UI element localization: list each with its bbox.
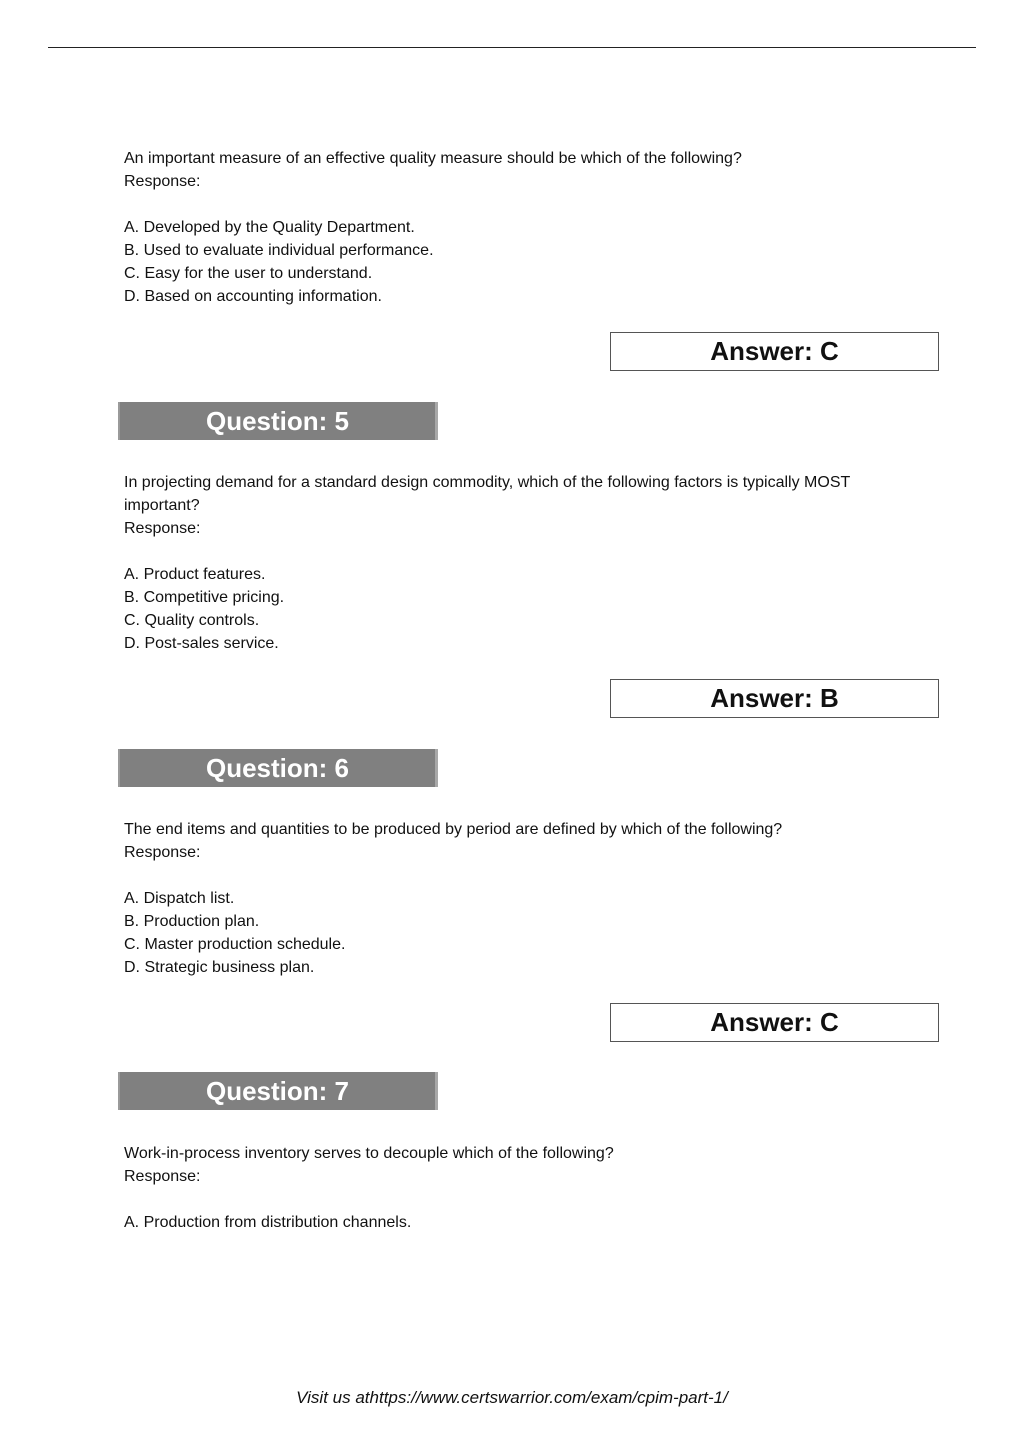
question-7-body xyxy=(124,1142,944,1234)
question-5-text-line2: important? xyxy=(124,497,200,514)
question-7-text: Work-in-process inventory serves to decouple which of the following? xyxy=(124,1145,614,1162)
question-4-option-d: D. Based on accounting information. xyxy=(124,288,382,305)
question-7-header: Question: 7 xyxy=(118,1072,438,1110)
question-4-text: An important measure of an effective quality measure should be which of the following? xyxy=(124,150,742,167)
question-4-response-label: Response: xyxy=(124,173,201,190)
question-5-option-a: A. Product features. xyxy=(124,566,266,583)
question-6-header: Question: 6 xyxy=(118,749,438,787)
question-5-header: Question: 5 xyxy=(118,402,438,440)
question-6-body xyxy=(124,818,944,979)
question-5-option-d: D. Post-sales service. xyxy=(124,635,279,652)
question-7-response-label: Response: xyxy=(124,1168,201,1185)
question-6-option-c: C. Master production schedule. xyxy=(124,936,346,953)
question-6-option-a: A. Dispatch list. xyxy=(124,890,235,907)
question-6-response-label: Response: xyxy=(124,844,201,861)
question-5-body xyxy=(124,471,944,655)
header-divider xyxy=(48,47,976,48)
question-5-option-b: B. Competitive pricing. xyxy=(124,589,285,606)
question-4-option-a: A. Developed by the Quality Department. xyxy=(124,219,415,236)
question-5-response-label: Response: xyxy=(124,520,201,537)
footer-visit-link[interactable]: Visit us athttps://www.certswarrior.com/exam/cpim-part-1/ xyxy=(296,1388,728,1407)
question-6-answer: Answer: C xyxy=(610,1003,939,1042)
question-5-answer: Answer: B xyxy=(610,679,939,718)
question-4-body xyxy=(124,147,944,308)
question-4-option-c: C. Easy for the user to understand. xyxy=(124,265,373,282)
question-5-text-line1: In projecting demand for a standard design commodity, which of the following factors is typically MOST xyxy=(124,474,851,491)
question-7-option-a: A. Production from distribution channels. xyxy=(124,1214,412,1231)
question-4-option-b: B. Used to evaluate individual performance. xyxy=(124,242,434,259)
question-6-option-b: B. Production plan. xyxy=(124,913,260,930)
question-4-answer: Answer: C xyxy=(610,332,939,371)
question-6-text: The end items and quantities to be produced by period are defined by which of the following? xyxy=(124,821,783,838)
question-6-option-d: D. Strategic business plan. xyxy=(124,959,315,976)
question-5-option-c: C. Quality controls. xyxy=(124,612,260,629)
